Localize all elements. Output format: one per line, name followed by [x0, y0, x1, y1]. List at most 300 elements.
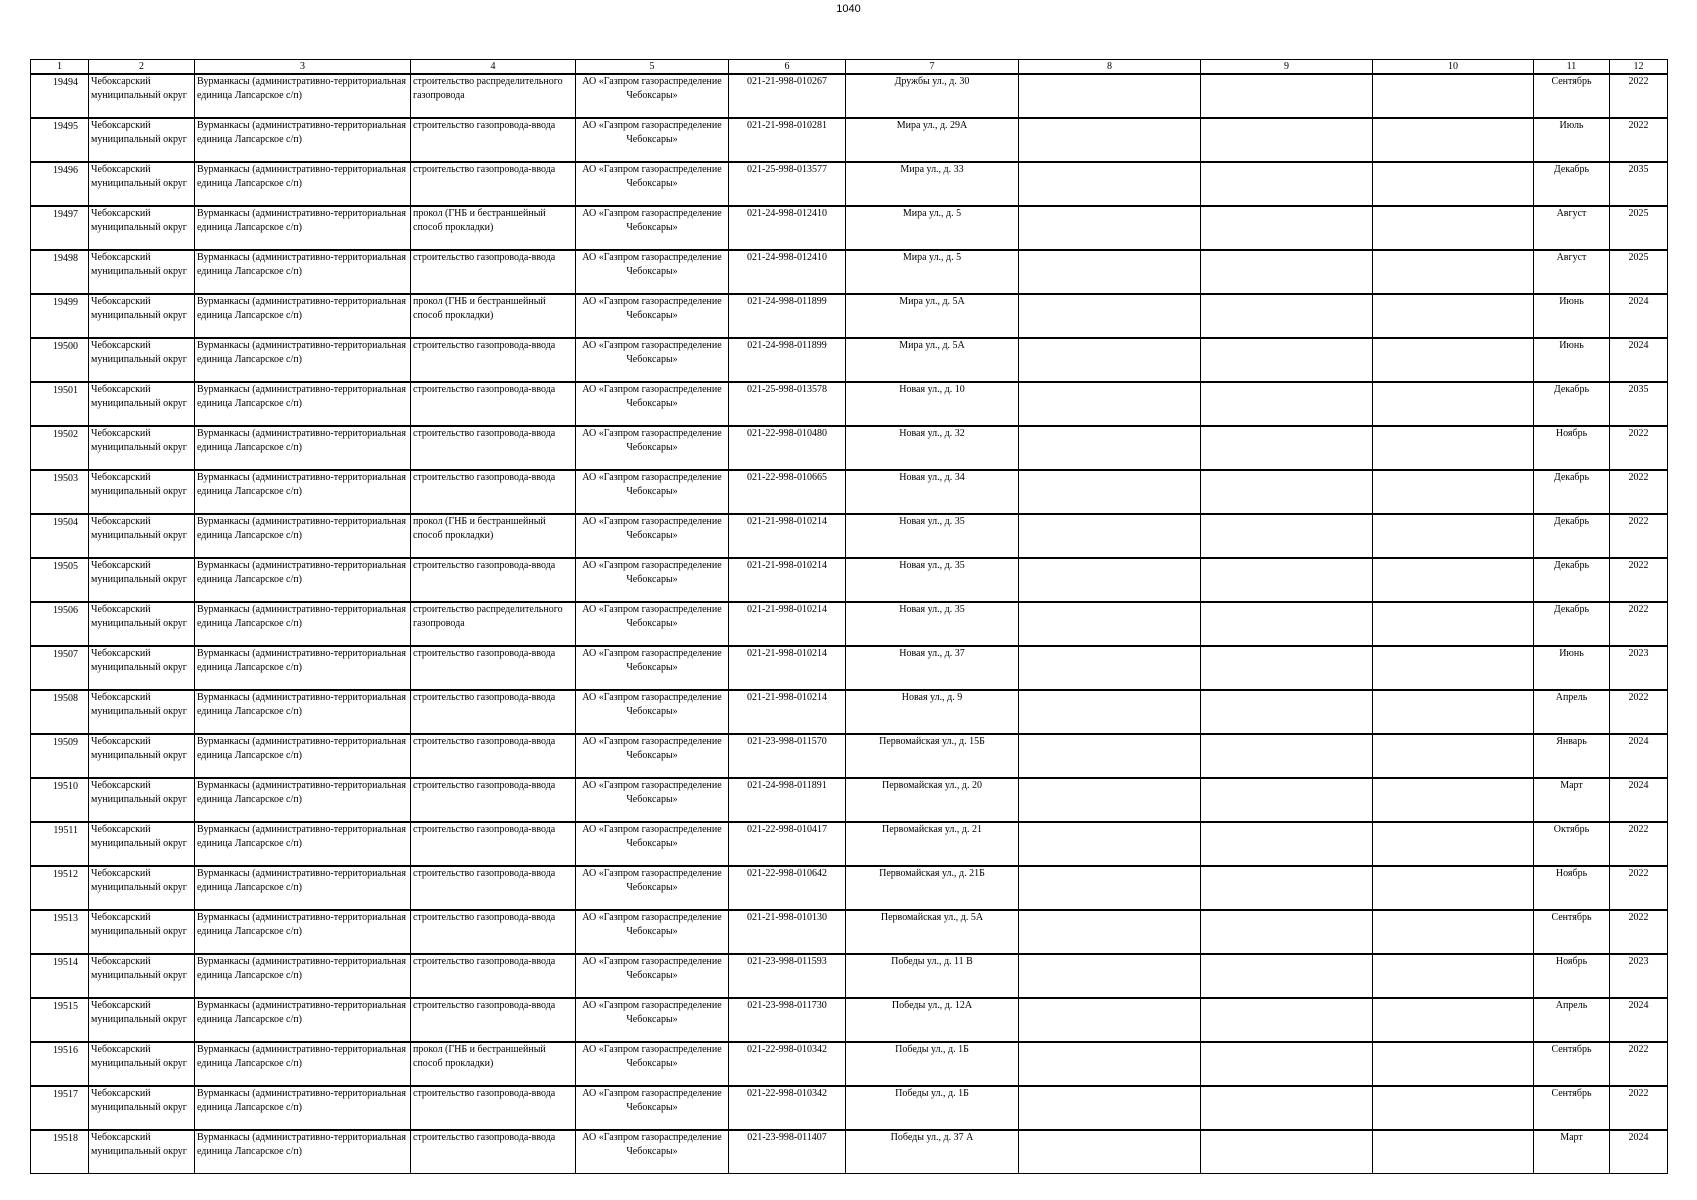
code-cell: 021-21-998-010214 — [729, 602, 846, 646]
code-cell: 021-21-998-010214 — [729, 558, 846, 602]
column-8-cell — [1019, 734, 1201, 778]
address-cell: Новая ул., д. 10 — [846, 382, 1019, 426]
locality-cell: Вурманкасы (административно-территориальная единица Лапсарское с/п) — [195, 118, 411, 162]
month-cell: Ноябрь — [1534, 426, 1610, 470]
column-9-cell — [1201, 822, 1373, 866]
code-cell: 021-24-998-011899 — [729, 338, 846, 382]
district-cell: Чебоксарский муниципальный округ — [89, 602, 195, 646]
code-cell: 021-23-998-011407 — [729, 1130, 846, 1174]
column-8-cell — [1019, 1130, 1201, 1174]
district-cell: Чебоксарский муниципальный округ — [89, 998, 195, 1042]
column-10-cell — [1373, 734, 1534, 778]
table-row — [31, 1042, 1668, 1086]
district-cell: Чебоксарский муниципальный округ — [89, 646, 195, 690]
code-cell: 021-24-998-012410 — [729, 206, 846, 250]
column-9-cell — [1201, 954, 1373, 998]
table-body — [31, 74, 1668, 1174]
organization-cell: АО «Газпром газораспределение Чебоксары» — [576, 382, 729, 426]
district-cell: Чебоксарский муниципальный округ — [89, 866, 195, 910]
column-8-cell — [1019, 470, 1201, 514]
column-header: 3 — [195, 60, 411, 75]
month-cell: Декабрь — [1534, 602, 1610, 646]
address-cell: Новая ул., д. 35 — [846, 602, 1019, 646]
address-cell: Мира ул., д. 5А — [846, 338, 1019, 382]
work-type-cell: строительство газопровода-ввода — [411, 954, 576, 998]
month-cell: Декабрь — [1534, 382, 1610, 426]
row-number-cell: 19508 — [31, 690, 89, 734]
district-cell: Чебоксарский муниципальный округ — [89, 778, 195, 822]
organization-cell: АО «Газпром газораспределение Чебоксары» — [576, 954, 729, 998]
column-10-cell — [1373, 294, 1534, 338]
table-row — [31, 470, 1668, 514]
district-cell: Чебоксарский муниципальный округ — [89, 734, 195, 778]
address-cell: Новая ул., д. 9 — [846, 690, 1019, 734]
table-row — [31, 426, 1668, 470]
locality-cell: Вурманкасы (административно-территориальная единица Лапсарское с/п) — [195, 74, 411, 118]
column-8-cell — [1019, 690, 1201, 734]
column-8-cell — [1019, 382, 1201, 426]
column-header: 9 — [1201, 60, 1373, 75]
address-cell: Победы ул., д. 12А — [846, 998, 1019, 1042]
organization-cell: АО «Газпром газораспределение Чебоксары» — [576, 74, 729, 118]
work-type-cell: строительство газопровода-ввода — [411, 866, 576, 910]
table-row — [31, 646, 1668, 690]
year-cell: 2024 — [1610, 734, 1668, 778]
organization-cell: АО «Газпром газораспределение Чебоксары» — [576, 866, 729, 910]
row-number-cell: 19514 — [31, 954, 89, 998]
column-header: 1 — [31, 60, 89, 75]
locality-cell: Вурманкасы (административно-территориальная единица Лапсарское с/п) — [195, 162, 411, 206]
column-10-cell — [1373, 470, 1534, 514]
row-number-cell: 19498 — [31, 250, 89, 294]
organization-cell: АО «Газпром газораспределение Чебоксары» — [576, 206, 729, 250]
table-row — [31, 250, 1668, 294]
code-cell: 021-21-998-010130 — [729, 910, 846, 954]
address-cell: Новая ул., д. 35 — [846, 558, 1019, 602]
locality-cell: Вурманкасы (административно-территориальная единица Лапсарское с/п) — [195, 646, 411, 690]
column-9-cell — [1201, 778, 1373, 822]
year-cell: 2024 — [1610, 338, 1668, 382]
column-8-cell — [1019, 822, 1201, 866]
locality-cell: Вурманкасы (административно-территориальная единица Лапсарское с/п) — [195, 1042, 411, 1086]
column-10-cell — [1373, 1130, 1534, 1174]
column-9-cell — [1201, 866, 1373, 910]
table-row — [31, 690, 1668, 734]
district-cell: Чебоксарский муниципальный округ — [89, 118, 195, 162]
column-9-cell — [1201, 206, 1373, 250]
column-10-cell — [1373, 690, 1534, 734]
month-cell: Март — [1534, 1130, 1610, 1174]
row-number-cell: 19507 — [31, 646, 89, 690]
code-cell: 021-21-998-010267 — [729, 74, 846, 118]
column-header: 8 — [1019, 60, 1201, 75]
district-cell: Чебоксарский муниципальный округ — [89, 338, 195, 382]
month-cell: Сентябрь — [1534, 1042, 1610, 1086]
organization-cell: АО «Газпром газораспределение Чебоксары» — [576, 910, 729, 954]
code-cell: 021-21-998-010214 — [729, 646, 846, 690]
work-type-cell: строительство газопровода-ввода — [411, 558, 576, 602]
organization-cell: АО «Газпром газораспределение Чебоксары» — [576, 118, 729, 162]
column-8-cell — [1019, 866, 1201, 910]
column-9-cell — [1201, 338, 1373, 382]
year-cell: 2022 — [1610, 822, 1668, 866]
column-9-cell — [1201, 910, 1373, 954]
column-header: 11 — [1534, 60, 1610, 75]
address-cell: Новая ул., д. 34 — [846, 470, 1019, 514]
column-9-cell — [1201, 426, 1373, 470]
organization-cell: АО «Газпром газораспределение Чебоксары» — [576, 778, 729, 822]
row-number-cell: 19504 — [31, 514, 89, 558]
address-cell: Мира ул., д. 29А — [846, 118, 1019, 162]
year-cell: 2022 — [1610, 1042, 1668, 1086]
column-8-cell — [1019, 514, 1201, 558]
column-9-cell — [1201, 1042, 1373, 1086]
locality-cell: Вурманкасы (административно-территориальная единица Лапсарское с/п) — [195, 1086, 411, 1130]
column-9-cell — [1201, 602, 1373, 646]
work-type-cell: строительство газопровода-ввода — [411, 426, 576, 470]
table-row — [31, 778, 1668, 822]
month-cell: Декабрь — [1534, 514, 1610, 558]
column-10-cell — [1373, 822, 1534, 866]
address-cell: Мира ул., д. 5 — [846, 206, 1019, 250]
header-row — [31, 60, 1668, 75]
table-row — [31, 998, 1668, 1042]
table-row — [31, 338, 1668, 382]
month-cell: Март — [1534, 778, 1610, 822]
year-cell: 2035 — [1610, 162, 1668, 206]
row-number-cell: 19502 — [31, 426, 89, 470]
code-cell: 021-24-998-011891 — [729, 778, 846, 822]
organization-cell: АО «Газпром газораспределение Чебоксары» — [576, 162, 729, 206]
column-8-cell — [1019, 910, 1201, 954]
column-10-cell — [1373, 954, 1534, 998]
year-cell: 2022 — [1610, 118, 1668, 162]
code-cell: 021-22-998-010417 — [729, 822, 846, 866]
month-cell: Июнь — [1534, 294, 1610, 338]
column-8-cell — [1019, 602, 1201, 646]
column-9-cell — [1201, 118, 1373, 162]
row-number-cell: 19503 — [31, 470, 89, 514]
district-cell: Чебоксарский муниципальный округ — [89, 206, 195, 250]
row-number-cell: 19496 — [31, 162, 89, 206]
locality-cell: Вурманкасы (административно-территориальная единица Лапсарское с/п) — [195, 734, 411, 778]
column-header: 12 — [1610, 60, 1668, 75]
table-row — [31, 910, 1668, 954]
table-row — [31, 954, 1668, 998]
column-10-cell — [1373, 646, 1534, 690]
month-cell: Август — [1534, 250, 1610, 294]
code-cell: 021-23-998-011570 — [729, 734, 846, 778]
work-type-cell: строительство газопровода-ввода — [411, 1086, 576, 1130]
table-row — [31, 734, 1668, 778]
month-cell: Сентябрь — [1534, 910, 1610, 954]
work-type-cell: строительство газопровода-ввода — [411, 646, 576, 690]
code-cell: 021-25-998-013577 — [729, 162, 846, 206]
address-cell: Первомайская ул., д. 5А — [846, 910, 1019, 954]
year-cell: 2022 — [1610, 690, 1668, 734]
month-cell: Декабрь — [1534, 162, 1610, 206]
district-cell: Чебоксарский муниципальный округ — [89, 382, 195, 426]
table-row — [31, 118, 1668, 162]
month-cell: Июнь — [1534, 646, 1610, 690]
address-cell: Победы ул., д. 11 В — [846, 954, 1019, 998]
locality-cell: Вурманкасы (административно-территориальная единица Лапсарское с/п) — [195, 998, 411, 1042]
work-type-cell: строительство распределительного газопровода — [411, 602, 576, 646]
column-10-cell — [1373, 118, 1534, 162]
work-type-cell: строительство газопровода-ввода — [411, 690, 576, 734]
table-row — [31, 74, 1668, 118]
column-10-cell — [1373, 162, 1534, 206]
column-10-cell — [1373, 338, 1534, 382]
year-cell: 2022 — [1610, 426, 1668, 470]
column-10-cell — [1373, 1042, 1534, 1086]
column-9-cell — [1201, 558, 1373, 602]
column-8-cell — [1019, 162, 1201, 206]
table-row — [31, 514, 1668, 558]
column-10-cell — [1373, 866, 1534, 910]
district-cell: Чебоксарский муниципальный округ — [89, 1086, 195, 1130]
column-8-cell — [1019, 206, 1201, 250]
organization-cell: АО «Газпром газораспределение Чебоксары» — [576, 514, 729, 558]
table-header — [31, 60, 1668, 75]
row-number-cell: 19511 — [31, 822, 89, 866]
organization-cell: АО «Газпром газораспределение Чебоксары» — [576, 602, 729, 646]
work-type-cell: строительство газопровода-ввода — [411, 118, 576, 162]
row-number-cell: 19516 — [31, 1042, 89, 1086]
work-type-cell: строительство газопровода-ввода — [411, 734, 576, 778]
column-8-cell — [1019, 954, 1201, 998]
page-number: 1040 — [836, 3, 861, 15]
district-cell: Чебоксарский муниципальный округ — [89, 1130, 195, 1174]
month-cell: Апрель — [1534, 690, 1610, 734]
column-9-cell — [1201, 1130, 1373, 1174]
column-8-cell — [1019, 294, 1201, 338]
year-cell: 2022 — [1610, 602, 1668, 646]
year-cell: 2024 — [1610, 1130, 1668, 1174]
locality-cell: Вурманкасы (административно-территориальная единица Лапсарское с/п) — [195, 954, 411, 998]
district-cell: Чебоксарский муниципальный округ — [89, 910, 195, 954]
code-cell: 021-22-998-010480 — [729, 426, 846, 470]
work-type-cell: строительство газопровода-ввода — [411, 162, 576, 206]
column-9-cell — [1201, 250, 1373, 294]
work-type-cell: прокол (ГНБ и бестраншейный способ прокладки) — [411, 1042, 576, 1086]
organization-cell: АО «Газпром газораспределение Чебоксары» — [576, 250, 729, 294]
work-type-cell: строительство газопровода-ввода — [411, 470, 576, 514]
year-cell: 2035 — [1610, 382, 1668, 426]
column-10-cell — [1373, 602, 1534, 646]
table-row — [31, 294, 1668, 338]
row-number-cell: 19512 — [31, 866, 89, 910]
month-cell: Ноябрь — [1534, 954, 1610, 998]
column-10-cell — [1373, 910, 1534, 954]
district-cell: Чебоксарский муниципальный округ — [89, 74, 195, 118]
locality-cell: Вурманкасы (административно-территориальная единица Лапсарское с/п) — [195, 910, 411, 954]
year-cell: 2023 — [1610, 954, 1668, 998]
year-cell: 2022 — [1610, 558, 1668, 602]
locality-cell: Вурманкасы (административно-территориальная единица Лапсарское с/п) — [195, 558, 411, 602]
address-cell: Новая ул., д. 35 — [846, 514, 1019, 558]
month-cell: Декабрь — [1534, 470, 1610, 514]
locality-cell: Вурманкасы (административно-территориальная единица Лапсарское с/п) — [195, 250, 411, 294]
month-cell: Июнь — [1534, 338, 1610, 382]
row-number-cell: 19501 — [31, 382, 89, 426]
address-cell: Мира ул., д. 5А — [846, 294, 1019, 338]
column-header: 4 — [411, 60, 576, 75]
address-cell: Первомайская ул., д. 21Б — [846, 866, 1019, 910]
year-cell: 2025 — [1610, 206, 1668, 250]
table-row — [31, 162, 1668, 206]
month-cell: Октябрь — [1534, 822, 1610, 866]
column-9-cell — [1201, 514, 1373, 558]
organization-cell: АО «Газпром газораспределение Чебоксары» — [576, 294, 729, 338]
organization-cell: АО «Газпром газораспределение Чебоксары» — [576, 1042, 729, 1086]
code-cell: 021-21-998-010214 — [729, 690, 846, 734]
district-cell: Чебоксарский муниципальный округ — [89, 514, 195, 558]
column-header: 2 — [89, 60, 195, 75]
row-number-cell: 19515 — [31, 998, 89, 1042]
row-number-cell: 19499 — [31, 294, 89, 338]
column-10-cell — [1373, 206, 1534, 250]
code-cell: 021-21-998-010281 — [729, 118, 846, 162]
column-8-cell — [1019, 998, 1201, 1042]
column-10-cell — [1373, 558, 1534, 602]
code-cell: 021-21-998-010214 — [729, 514, 846, 558]
work-type-cell: прокол (ГНБ и бестраншейный способ прокладки) — [411, 294, 576, 338]
locality-cell: Вурманкасы (административно-территориальная единица Лапсарское с/п) — [195, 514, 411, 558]
code-cell: 021-22-998-010342 — [729, 1086, 846, 1130]
table-row — [31, 558, 1668, 602]
row-number-cell: 19505 — [31, 558, 89, 602]
month-cell: Июль — [1534, 118, 1610, 162]
locality-cell: Вурманкасы (административно-территориальная единица Лапсарское с/п) — [195, 338, 411, 382]
row-number-cell: 19517 — [31, 1086, 89, 1130]
district-cell: Чебоксарский муниципальный округ — [89, 294, 195, 338]
row-number-cell: 19506 — [31, 602, 89, 646]
column-10-cell — [1373, 998, 1534, 1042]
table-row — [31, 822, 1668, 866]
work-type-cell: строительство газопровода-ввода — [411, 1130, 576, 1174]
work-type-cell: строительство газопровода-ввода — [411, 338, 576, 382]
column-8-cell — [1019, 1042, 1201, 1086]
code-cell: 021-23-998-011593 — [729, 954, 846, 998]
column-9-cell — [1201, 646, 1373, 690]
column-8-cell — [1019, 558, 1201, 602]
work-type-cell: строительство газопровода-ввода — [411, 998, 576, 1042]
column-8-cell — [1019, 426, 1201, 470]
year-cell: 2022 — [1610, 514, 1668, 558]
column-header: 10 — [1373, 60, 1534, 75]
column-10-cell — [1373, 514, 1534, 558]
month-cell: Сентябрь — [1534, 1086, 1610, 1130]
code-cell: 021-22-998-010642 — [729, 866, 846, 910]
address-cell: Новая ул., д. 32 — [846, 426, 1019, 470]
row-number-cell: 19513 — [31, 910, 89, 954]
column-10-cell — [1373, 1086, 1534, 1130]
district-cell: Чебоксарский муниципальный округ — [89, 470, 195, 514]
district-cell: Чебоксарский муниципальный округ — [89, 822, 195, 866]
code-cell: 021-24-998-012410 — [729, 250, 846, 294]
year-cell: 2022 — [1610, 74, 1668, 118]
locality-cell: Вурманкасы (административно-территориальная единица Лапсарское с/п) — [195, 778, 411, 822]
work-type-cell: строительство газопровода-ввода — [411, 382, 576, 426]
column-10-cell — [1373, 426, 1534, 470]
column-8-cell — [1019, 646, 1201, 690]
column-10-cell — [1373, 382, 1534, 426]
locality-cell: Вурманкасы (административно-территориальная единица Лапсарское с/п) — [195, 602, 411, 646]
address-cell: Первомайская ул., д. 15Б — [846, 734, 1019, 778]
month-cell: Январь — [1534, 734, 1610, 778]
column-8-cell — [1019, 1086, 1201, 1130]
month-cell: Декабрь — [1534, 558, 1610, 602]
district-cell: Чебоксарский муниципальный округ — [89, 426, 195, 470]
year-cell: 2025 — [1610, 250, 1668, 294]
year-cell: 2024 — [1610, 294, 1668, 338]
month-cell: Август — [1534, 206, 1610, 250]
year-cell: 2022 — [1610, 470, 1668, 514]
column-10-cell — [1373, 250, 1534, 294]
column-9-cell — [1201, 74, 1373, 118]
row-number-cell: 19495 — [31, 118, 89, 162]
table-row — [31, 1086, 1668, 1130]
address-cell: Первомайская ул., д. 20 — [846, 778, 1019, 822]
year-cell: 2023 — [1610, 646, 1668, 690]
column-10-cell — [1373, 778, 1534, 822]
work-type-cell: строительство распределительного газопровода — [411, 74, 576, 118]
year-cell: 2024 — [1610, 998, 1668, 1042]
row-number-cell: 19500 — [31, 338, 89, 382]
work-type-cell: строительство газопровода-ввода — [411, 822, 576, 866]
column-8-cell — [1019, 250, 1201, 294]
address-cell: Первомайская ул., д. 21 — [846, 822, 1019, 866]
district-cell: Чебоксарский муниципальный округ — [89, 250, 195, 294]
district-cell: Чебоксарский муниципальный округ — [89, 690, 195, 734]
organization-cell: АО «Газпром газораспределение Чебоксары» — [576, 998, 729, 1042]
address-cell: Победы ул., д. 1Б — [846, 1086, 1019, 1130]
locality-cell: Вурманкасы (административно-территориальная единица Лапсарское с/п) — [195, 382, 411, 426]
locality-cell: Вурманкасы (административно-территориальная единица Лапсарское с/п) — [195, 426, 411, 470]
organization-cell: АО «Газпром газораспределение Чебоксары» — [576, 646, 729, 690]
month-cell: Апрель — [1534, 998, 1610, 1042]
year-cell: 2022 — [1610, 866, 1668, 910]
organization-cell: АО «Газпром газораспределение Чебоксары» — [576, 1130, 729, 1174]
column-header: 7 — [846, 60, 1019, 75]
table-row — [31, 866, 1668, 910]
locality-cell: Вурманкасы (административно-территориальная единица Лапсарское с/п) — [195, 1130, 411, 1174]
code-cell: 021-24-998-011899 — [729, 294, 846, 338]
organization-cell: АО «Газпром газораспределение Чебоксары» — [576, 690, 729, 734]
work-type-cell: строительство газопровода-ввода — [411, 778, 576, 822]
organization-cell: АО «Газпром газораспределение Чебоксары» — [576, 426, 729, 470]
organization-cell: АО «Газпром газораспределение Чебоксары» — [576, 1086, 729, 1130]
row-number-cell: 19494 — [31, 74, 89, 118]
register-table — [30, 59, 1668, 1174]
column-8-cell — [1019, 118, 1201, 162]
year-cell: 2022 — [1610, 910, 1668, 954]
column-9-cell — [1201, 734, 1373, 778]
organization-cell: АО «Газпром газораспределение Чебоксары» — [576, 338, 729, 382]
work-type-cell: прокол (ГНБ и бестраншейный способ прокладки) — [411, 206, 576, 250]
column-9-cell — [1201, 690, 1373, 734]
table-row — [31, 206, 1668, 250]
row-number-cell: 19497 — [31, 206, 89, 250]
organization-cell: АО «Газпром газораспределение Чебоксары» — [576, 470, 729, 514]
column-9-cell — [1201, 470, 1373, 514]
code-cell: 021-22-998-010665 — [729, 470, 846, 514]
code-cell: 021-23-998-011730 — [729, 998, 846, 1042]
column-9-cell — [1201, 294, 1373, 338]
work-type-cell: строительство газопровода-ввода — [411, 910, 576, 954]
locality-cell: Вурманкасы (административно-территориальная единица Лапсарское с/п) — [195, 206, 411, 250]
